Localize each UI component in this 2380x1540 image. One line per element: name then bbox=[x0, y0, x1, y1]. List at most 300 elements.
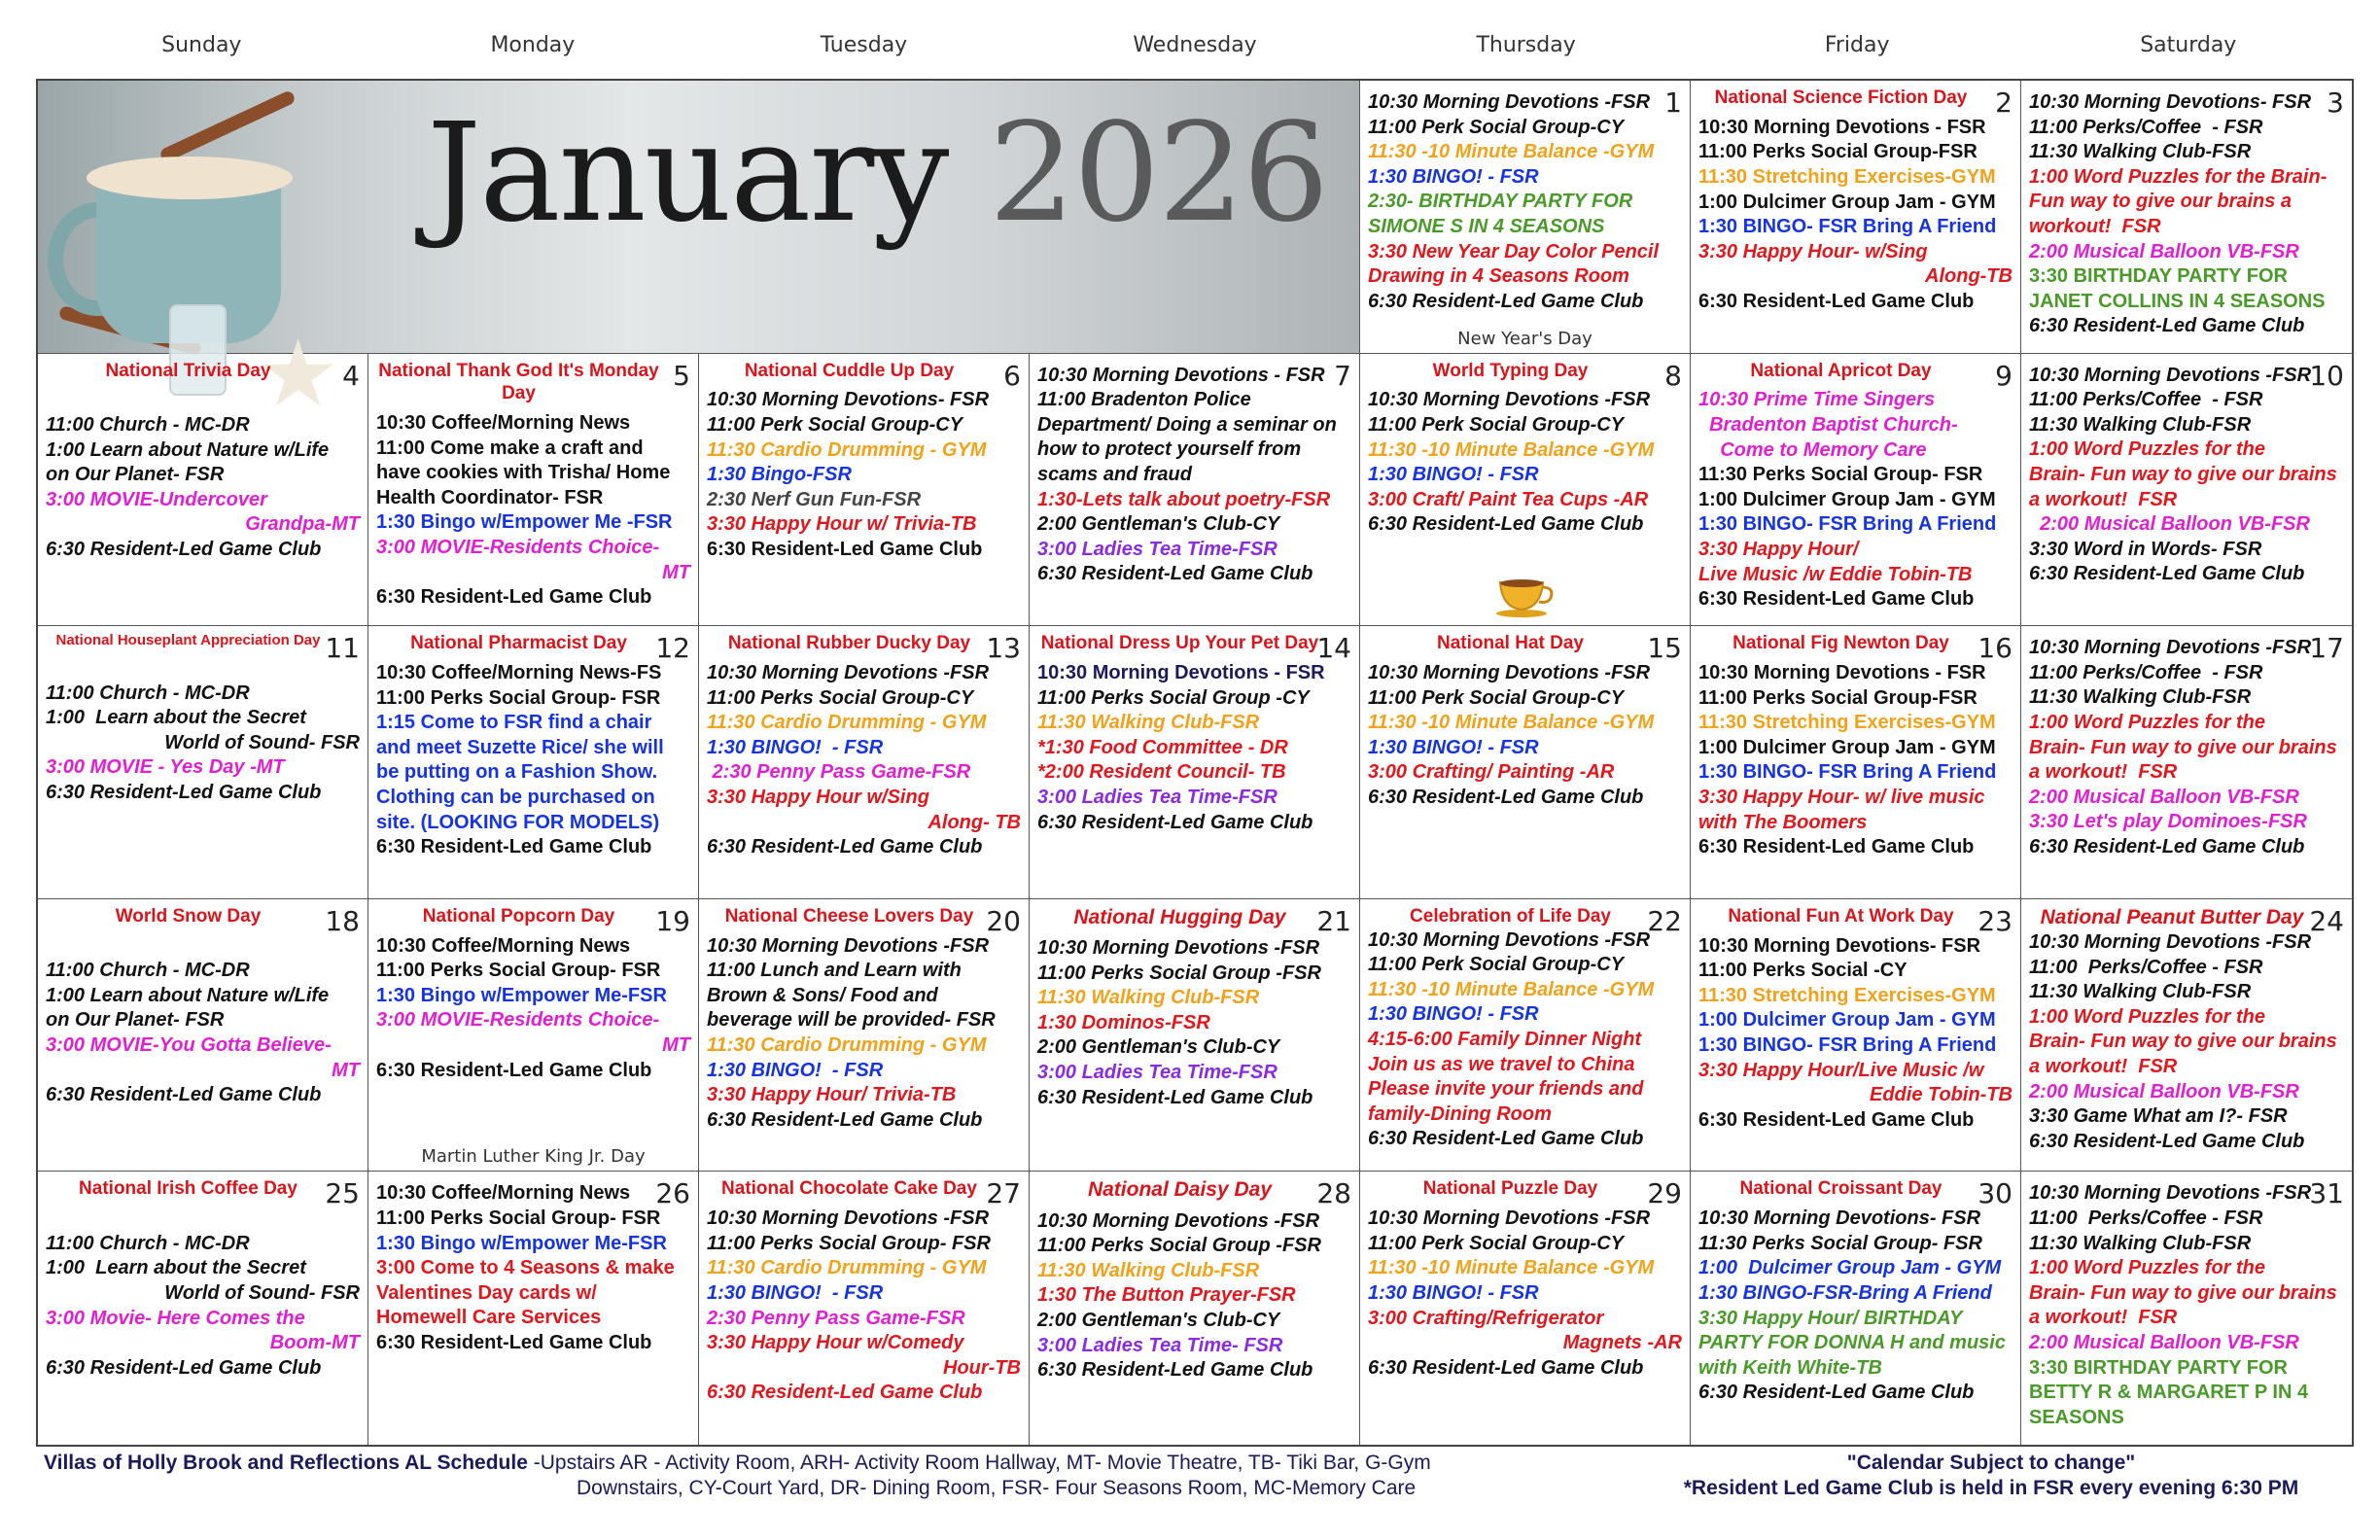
event-line: Eddie Tobin-TB bbox=[1869, 1084, 2012, 1106]
event-line: 11:30 Stretching Exercises-GYM bbox=[1698, 984, 1996, 1006]
event-line: 10:30 Morning Devotions -FSR bbox=[2029, 637, 2312, 659]
event-line: Brain- Fun way to give our brains bbox=[2029, 1031, 2337, 1053]
dow-wednesday: Wednesday bbox=[1133, 33, 1257, 57]
event-list bbox=[1037, 661, 1351, 835]
event-line: 3:00 Movie- Here Comes the bbox=[46, 1307, 305, 1329]
event-line: Join us as we travel to China bbox=[1368, 1053, 1635, 1075]
event-line: 1:00 Dulcimer Group Jam - GYM bbox=[1698, 736, 1996, 758]
event-line: MT bbox=[332, 1059, 360, 1081]
event-line: 1:00 Dulcimer Group Jam - GYM bbox=[1698, 488, 1996, 510]
event-line: 11:00 Perks/Coffee - FSR bbox=[2029, 116, 2263, 138]
day-cell bbox=[2021, 81, 2352, 354]
dow-thursday: Thursday bbox=[1476, 33, 1576, 57]
event-line: with The Boomers bbox=[1698, 811, 1868, 833]
event-line: 2:30 Nerf Gun Fun-FSR bbox=[707, 488, 922, 510]
day-number: 12 bbox=[655, 632, 690, 665]
event-line: and meet Suzette Rice/ she will bbox=[376, 736, 664, 758]
day-cell bbox=[1360, 626, 1691, 899]
event-line: SIMONE S IN 4 SEASONS bbox=[1368, 215, 1605, 237]
special-day-label: National Hat Day bbox=[1437, 633, 1584, 654]
day-number: 26 bbox=[655, 1177, 690, 1210]
event-line: beverage will be provided- FSR bbox=[707, 1009, 996, 1032]
event-list bbox=[707, 1207, 1021, 1406]
event-line: 6:30 Resident-Led Game Club bbox=[46, 538, 322, 560]
event-line: 6:30 Resident-Led Game Club bbox=[1698, 1108, 1975, 1131]
event-line: 1:00 Learn about the Secret bbox=[46, 1257, 306, 1279]
calendar-change-notice: "Calendar Subject to change" bbox=[1846, 1452, 2136, 1474]
day-cell bbox=[1030, 899, 1360, 1172]
event-line: 3:30 Happy Hour/ Trivia-TB bbox=[707, 1084, 957, 1106]
event-list bbox=[376, 1181, 690, 1355]
event-line: 11:00 Bradenton Police bbox=[1037, 389, 1251, 411]
event-line: 10:30 Morning Devotions -FSR bbox=[707, 661, 990, 683]
event-list bbox=[707, 388, 1021, 562]
event-line: 2:30 Penny Pass Game-FSR bbox=[707, 1307, 965, 1329]
event-line: 1:00 Dulcimer Group Jam - GYM bbox=[1698, 1009, 1996, 1032]
event-line: 10:30 Morning Devotions -FSR bbox=[1037, 1209, 1320, 1232]
event-line: 11:00 Perks Social Group- FSR bbox=[707, 1232, 991, 1254]
day-cell bbox=[38, 354, 368, 627]
event-line: Come to Memory Care bbox=[1698, 438, 1927, 461]
event-line: 11:30 -10 Minute Balance -GYM bbox=[1368, 978, 1655, 1000]
event-line: 3:30 Happy Hour w/Comedy bbox=[707, 1332, 964, 1354]
event-line: 11:00 Perks/Coffee - FSR bbox=[2029, 389, 2263, 411]
day-number: 21 bbox=[1316, 904, 1351, 937]
event-line: 1:30 Bingo-FSR bbox=[707, 464, 852, 486]
event-line: 3:30 Game What am I?- FSR bbox=[2029, 1105, 2288, 1128]
holiday-label: New Year's Day bbox=[1457, 328, 1592, 349]
event-line: 10:30 Morning Devotions - FSR bbox=[1037, 364, 1325, 386]
event-line: 1:00 Word Puzzles for the bbox=[2029, 1257, 2266, 1279]
event-line: BETTY R & MARGARET P IN 4 bbox=[2029, 1382, 2309, 1404]
day-cell bbox=[2021, 626, 2352, 899]
event-line: Drawing in 4 Seasons Room bbox=[1368, 265, 1629, 288]
event-line: 11:00 Church - MC-DR bbox=[46, 1232, 250, 1254]
event-line: 11:00 Come make a craft and bbox=[376, 437, 644, 459]
day-cell bbox=[1030, 354, 1360, 627]
day-cell bbox=[2021, 1172, 2352, 1445]
event-line: World of Sound- FSR bbox=[164, 731, 360, 753]
event-line: 6:30 Resident-Led Game Club bbox=[1368, 290, 1644, 312]
event-list bbox=[376, 661, 690, 860]
event-line: on Our Planet- FSR bbox=[46, 464, 225, 486]
event-line: Brown & Sons/ Food and bbox=[707, 984, 938, 1006]
event-list bbox=[46, 934, 360, 1108]
facility-name: Villas of Holly Brook and Reflections AL Schedule bbox=[44, 1452, 528, 1474]
event-line: 3:30 Happy Hour w/ Trivia-TB bbox=[707, 513, 977, 536]
event-line: a workout! FSR bbox=[2029, 761, 2178, 784]
event-line: 6:30 Resident-Led Game Club bbox=[1037, 811, 1313, 833]
event-line: 1:00 Word Puzzles for the bbox=[2029, 711, 2266, 733]
day-cell bbox=[1030, 626, 1360, 899]
event-line: 11:30 Perks Social Group- FSR bbox=[1698, 464, 1983, 486]
event-list bbox=[707, 934, 1021, 1134]
event-line: Brain- Fun way to give our brains bbox=[2029, 1281, 2337, 1304]
event-line: 3:30 Happy Hour/ bbox=[1698, 538, 1859, 560]
event-line: 1:30 BINGO- FSR Bring A Friend bbox=[1698, 513, 1997, 536]
event-line: 1:30 Bingo w/Empower Me-FSR bbox=[376, 1232, 667, 1254]
event-line: MT bbox=[662, 1033, 690, 1056]
event-line: 1:30 BINGO- FSR Bring A Friend bbox=[1698, 216, 1997, 238]
day-number: 19 bbox=[655, 904, 690, 937]
event-line: 10:30 Morning Devotions -FSR bbox=[1037, 937, 1320, 960]
title-year: 2026 bbox=[988, 94, 1328, 253]
event-line: 11:00 Perks/Coffee - FSR bbox=[2029, 661, 2263, 683]
event-line: 3:00 Ladies Tea Time- FSR bbox=[1037, 1334, 1283, 1356]
event-line: 11:00 Perks Social Group- FSR bbox=[376, 960, 661, 982]
event-line: 3:00 MOVIE-You Gotta Believe- bbox=[46, 1033, 332, 1056]
event-list bbox=[1698, 934, 2012, 1134]
event-line: 1:30 BINGO! - FSR bbox=[1368, 165, 1539, 188]
day-cell bbox=[38, 626, 368, 899]
day-cell bbox=[1691, 81, 2021, 354]
day-number: 7 bbox=[1334, 359, 1351, 392]
event-line: 6:30 Resident-Led Game Club bbox=[376, 1059, 652, 1081]
event-line: 10:30 Morning Devotions - FSR bbox=[1698, 116, 1986, 138]
event-line: 10:30 Coffee/Morning News-FS bbox=[376, 661, 662, 683]
event-line: 1:00 Word Puzzles for the bbox=[2029, 1005, 2266, 1028]
event-line: 2:00 Musical Balloon VB-FSR bbox=[2029, 240, 2299, 262]
event-line: 6:30 Resident-Led Game Club bbox=[1037, 1359, 1313, 1382]
event-line: 11:00 Perks Social Group- FSR bbox=[376, 686, 661, 709]
event-line: 11:30 Stretching Exercises-GYM bbox=[1698, 712, 1996, 734]
event-line: 2:00 Musical Balloon VB-FSR bbox=[2029, 786, 2299, 808]
event-line: 11:00 Perk Social Group-CY bbox=[1368, 1232, 1625, 1254]
event-line: scams and fraud bbox=[1037, 463, 1192, 485]
event-line: 11:30 Perks Social Group- FSR bbox=[1698, 1232, 1982, 1254]
event-list bbox=[1368, 661, 1682, 811]
event-line: 11:30 Walking Club-FSR bbox=[2029, 413, 2252, 436]
day-number: 5 bbox=[673, 359, 690, 392]
day-of-week-header bbox=[36, 33, 2354, 68]
event-line: *1:30 Food Committee - DR bbox=[1037, 736, 1288, 758]
calendar-grid bbox=[36, 79, 2354, 1447]
event-line: 6:30 Resident-Led Game Club bbox=[2029, 315, 2305, 337]
event-line: 6:30 Resident-Led Game Club bbox=[1037, 563, 1313, 585]
day-number: 27 bbox=[986, 1177, 1021, 1210]
event-line: 3:00 MOVIE-Undercover bbox=[46, 488, 267, 510]
day-number: 4 bbox=[342, 359, 360, 392]
special-day-label: World Typing Day bbox=[1432, 360, 1589, 381]
event-line: 6:30 Resident-Led Game Club bbox=[1698, 836, 1975, 858]
day-cell bbox=[368, 626, 699, 899]
event-line: 3:00 Crafting/Refrigerator bbox=[1368, 1307, 1604, 1329]
day-number: 11 bbox=[325, 632, 360, 665]
event-line: 6:30 Resident-Led Game Club bbox=[376, 586, 652, 609]
event-line: 10:30 Morning Devotions - FSR bbox=[1698, 661, 1986, 683]
day-cell bbox=[1691, 899, 2021, 1172]
day-cell bbox=[699, 899, 1030, 1172]
event-line: 6:30 Resident-Led Game Club bbox=[2029, 563, 2305, 585]
event-line: on Our Planet- FSR bbox=[46, 1009, 225, 1032]
event-line: 10:30 Morning Devotions -FSR bbox=[1368, 928, 1651, 951]
event-line: 11:00 Perk Social Group-CY bbox=[1368, 413, 1625, 436]
event-line: 3:30 Word in Words- FSR bbox=[2029, 538, 2262, 560]
event-line: World of Sound- FSR bbox=[164, 1281, 360, 1304]
event-line: 3:30 Happy Hour- w/ live music bbox=[1698, 786, 1985, 808]
day-number: 6 bbox=[1003, 359, 1021, 392]
event-line: 1:00 Learn about the Secret bbox=[46, 707, 306, 729]
event-line: Health Coordinator- FSR bbox=[376, 486, 604, 508]
event-line: Please invite your friends and bbox=[1368, 1078, 1644, 1101]
event-line: 2:00 Gentleman's Club-CY bbox=[1037, 1036, 1280, 1059]
event-line: a workout! FSR bbox=[2029, 1307, 2178, 1329]
event-list bbox=[1368, 928, 1682, 1152]
day-number: 22 bbox=[1647, 904, 1682, 937]
event-line: 6:30 Resident-Led Game Club bbox=[2029, 1130, 2305, 1152]
event-line: *2:00 Resident Council- TB bbox=[1037, 761, 1286, 784]
event-line: 11:30 Walking Club-FSR bbox=[2029, 981, 2252, 1003]
event-line: 3:00 Ladies Tea Time-FSR bbox=[1037, 538, 1278, 560]
day-cell bbox=[699, 354, 1030, 627]
special-day-label: National Dress Up Your Pet Day bbox=[1040, 633, 1319, 654]
event-line: 6:30 Resident-Led Game Club bbox=[46, 1084, 322, 1106]
footer-legend bbox=[44, 1451, 1431, 1501]
event-line: family-Dining Room bbox=[1368, 1102, 1552, 1125]
event-line: Fun way to give our brains a bbox=[2029, 191, 2292, 213]
event-list bbox=[376, 934, 690, 1084]
special-day-label: National Thank God It's Monday Day bbox=[378, 360, 659, 404]
day-cell bbox=[38, 899, 368, 1172]
day-cell bbox=[1360, 81, 1691, 354]
dow-monday: Monday bbox=[490, 33, 576, 57]
event-line: 11:00 Church - MC-DR bbox=[46, 682, 250, 704]
dow-friday: Friday bbox=[1824, 33, 1890, 57]
event-line: 2:00 Gentleman's Club-CY bbox=[1037, 513, 1280, 536]
special-day-label: National Hugging Day bbox=[1073, 905, 1286, 928]
event-line: 1:30 Bingo w/Empower Me-FSR bbox=[376, 984, 667, 1006]
event-line: 6:30 Resident-Led Game Club bbox=[707, 836, 983, 858]
event-list bbox=[1698, 1207, 2012, 1406]
event-line: 10:30 Morning Devotions -FSR bbox=[2029, 1182, 2312, 1205]
event-line: 6:30 Resident-Led Game Club bbox=[1368, 1128, 1644, 1150]
event-line: 6:30 Resident-Led Game Club bbox=[46, 781, 322, 803]
event-line: 6:30 Resident-Led Game Club bbox=[1368, 513, 1644, 536]
event-list bbox=[1037, 364, 1351, 587]
event-line: 1:30 Dominos-FSR bbox=[1037, 1011, 1210, 1033]
event-line: 3:30 Happy Hour w/Sing bbox=[707, 786, 929, 808]
event-line: 3:30 Let's play Dominoes-FSR bbox=[2029, 811, 2307, 833]
event-line: Magnets -AR bbox=[1562, 1332, 1682, 1354]
footer-notes bbox=[1641, 1451, 2341, 1501]
day-cell bbox=[1691, 354, 2021, 627]
event-line: 6:30 Resident-Led Game Club bbox=[46, 1356, 322, 1379]
day-cell bbox=[38, 1172, 368, 1445]
event-line: 2:00 Musical Balloon VB-FSR bbox=[2029, 513, 2310, 536]
day-cell bbox=[1360, 1172, 1691, 1445]
event-line: 11:00 Church - MC-DR bbox=[46, 413, 250, 436]
event-line: 1:15 Come to FSR find a chair bbox=[376, 712, 652, 734]
special-day-label: National Apricot Day bbox=[1750, 360, 1932, 381]
event-line: 10:30 Morning Devotions -FSR bbox=[1368, 389, 1651, 411]
event-line: 3:00 Ladies Tea Time-FSR bbox=[1037, 786, 1278, 808]
day-number: 17 bbox=[2309, 632, 2344, 665]
event-line: 10:30 Morning Devotions -FSR bbox=[707, 934, 990, 957]
day-number: 24 bbox=[2309, 904, 2344, 937]
event-line: 6:30 Resident-Led Game Club bbox=[707, 538, 983, 560]
special-day-label: National Houseplant Appreciation Day bbox=[55, 632, 321, 649]
event-line: 6:30 Resident-Led Game Club bbox=[707, 1108, 983, 1131]
event-line: 1:30 BINGO- FSR Bring A Friend bbox=[1698, 761, 1997, 784]
event-line: 11:00 Perks Social Group- FSR bbox=[376, 1207, 661, 1229]
holiday-label: Martin Luther King Jr. Day bbox=[421, 1146, 646, 1168]
event-line: 1:00 Learn about Nature w/Life bbox=[46, 984, 330, 1006]
legend-upstairs: -Upstairs AR - Activity Room, ARH- Activity Room Hallway, MT- Movie Theatre, TB- Tiki Bar, G-Gym bbox=[527, 1452, 1431, 1474]
event-line: 10:30 Morning Devotions -FSR bbox=[1368, 91, 1651, 113]
star-cookie-image: ★ bbox=[257, 323, 340, 426]
event-list bbox=[1037, 1209, 1351, 1383]
event-line: 10:30 Coffee/Morning News bbox=[376, 412, 631, 435]
event-line: 3:00 MOVIE - Yes Day -MT bbox=[46, 756, 285, 779]
event-list bbox=[2029, 364, 2344, 587]
day-cell bbox=[368, 354, 699, 627]
cinnamon-stick-image bbox=[158, 89, 297, 163]
event-line: 11:00 Lunch and Learn with bbox=[707, 960, 962, 982]
special-day-label: National Science Fiction Day bbox=[1714, 88, 1968, 108]
event-line: Boom-MT bbox=[269, 1332, 360, 1354]
event-line: 3:00 Crafting/ Painting -AR bbox=[1368, 761, 1615, 784]
day-cell bbox=[1030, 1172, 1360, 1445]
event-line: 3:30 BIRTHDAY PARTY FOR bbox=[2029, 265, 2288, 288]
event-list bbox=[1698, 388, 2012, 612]
event-line: SEASONS bbox=[2029, 1406, 2124, 1428]
event-line: 11:30 Walking Club-FSR bbox=[1037, 712, 1260, 734]
event-line: 11:00 Perks/Coffee - FSR bbox=[2029, 956, 2263, 978]
event-line: 3:30 Happy Hour/ BIRTHDAY bbox=[1698, 1307, 1963, 1329]
event-line: 6:30 Resident-Led Game Club bbox=[2029, 835, 2305, 858]
event-line: 10:30 Morning Devotions -FSR bbox=[1368, 661, 1651, 683]
special-day-label: National Chocolate Cake Day bbox=[721, 1178, 977, 1200]
event-line: 11:30 -10 Minute Balance -GYM bbox=[1368, 141, 1655, 163]
event-line: 6:30 Resident-Led Game Club bbox=[376, 836, 652, 858]
event-line: Brain- Fun way to give our brains bbox=[2029, 736, 2337, 758]
event-line: 6:30 Resident-Led Game Club bbox=[1037, 1086, 1313, 1108]
event-line: a workout! FSR bbox=[2029, 1056, 2178, 1078]
event-list bbox=[2029, 90, 2344, 339]
day-cell bbox=[2021, 354, 2352, 627]
day-cell bbox=[1691, 626, 2021, 899]
event-line: workout! FSR bbox=[2029, 215, 2161, 237]
event-line: 11:00 Perks Social Group-FSR bbox=[1698, 686, 1978, 709]
event-line: site. (LOOKING FOR MODELS) bbox=[376, 811, 660, 833]
day-number: 29 bbox=[1647, 1177, 1682, 1210]
event-list bbox=[707, 661, 1021, 860]
event-line: 10:30 Morning Devotions - FSR bbox=[1037, 661, 1325, 683]
special-day-label: National Croissant Day bbox=[1739, 1178, 1942, 1200]
day-number: 9 bbox=[1995, 359, 2012, 392]
special-day-label: National Fig Newton Day bbox=[1732, 633, 1949, 654]
event-list bbox=[1368, 388, 1682, 538]
day-number: 31 bbox=[2309, 1177, 2344, 1210]
event-line: 2:00 Musical Balloon VB-FSR bbox=[2029, 1080, 2299, 1102]
special-day-label: National Pharmacist Day bbox=[410, 633, 627, 654]
event-line: 11:30 Cardio Drumming - GYM bbox=[707, 1033, 987, 1056]
event-line: 11:00 Church - MC-DR bbox=[46, 960, 250, 982]
event-list bbox=[1698, 661, 2012, 860]
event-line: 11:00 Perks Social Group -CY bbox=[1037, 686, 1310, 709]
event-line: 11:30 Stretching Exercises-GYM bbox=[1698, 165, 1996, 188]
event-line: 2:30 Penny Pass Game-FSR bbox=[707, 761, 971, 784]
event-line: Bradenton Baptist Church- bbox=[1698, 413, 1958, 436]
event-line: 10:30 Morning Devotions- FSR bbox=[2029, 91, 2312, 113]
event-list bbox=[2029, 930, 2344, 1154]
event-line: 1:30 BINGO-FSR-Bring A Friend bbox=[1698, 1281, 1992, 1304]
event-line: Hour-TB bbox=[943, 1356, 1021, 1379]
special-day-label: National Puzzle Day bbox=[1422, 1178, 1598, 1200]
event-line: 6:30 Resident-Led Game Club bbox=[1698, 290, 1975, 312]
day-number: 16 bbox=[1978, 632, 2012, 665]
event-line: 6:30 Resident-Led Game Club bbox=[707, 1382, 983, 1404]
event-line bbox=[46, 934, 360, 960]
event-line: 6:30 Resident-Led Game Club bbox=[1698, 1382, 1975, 1404]
special-day-label: National Peanut Butter Day bbox=[2040, 905, 2304, 928]
special-day-label: National Irish Coffee Day bbox=[79, 1178, 298, 1200]
special-day-label: Celebration of Life Day bbox=[1410, 905, 1611, 927]
event-line: Brain- Fun way to give our brains bbox=[2029, 463, 2337, 485]
event-list bbox=[1368, 90, 1682, 314]
dow-sunday: Sunday bbox=[161, 33, 242, 57]
event-line: 10:30 Morning Devotions -FSR bbox=[1368, 1208, 1651, 1230]
day-number: 20 bbox=[986, 904, 1021, 937]
event-line: 1:30 BINGO! - FSR bbox=[1368, 736, 1539, 758]
event-line: 2:30- BIRTHDAY PARTY FOR bbox=[1368, 191, 1633, 213]
event-line: 1:00 Dulcimer Group Jam - GYM bbox=[1698, 191, 1996, 213]
day-number: 30 bbox=[1978, 1177, 2012, 1210]
event-line: 1:30 BINGO- FSR Bring A Friend bbox=[1698, 1033, 1997, 1056]
event-line: Homewell Care Services bbox=[376, 1307, 602, 1329]
event-line: 10:30 Coffee/Morning News bbox=[376, 934, 631, 957]
day-cell bbox=[699, 626, 1030, 899]
event-list bbox=[46, 656, 360, 806]
event-line: 3:00 MOVIE-Residents Choice- bbox=[376, 537, 660, 559]
event-line: 1:00 Learn about Nature w/Life bbox=[46, 438, 330, 461]
event-line: 11:00 Perks Social Group -FSR bbox=[1037, 962, 1321, 984]
special-day-label: National Cuddle Up Day bbox=[744, 360, 955, 381]
special-day-label: National Fun At Work Day bbox=[1728, 905, 1954, 927]
day-cell bbox=[1360, 899, 1691, 1172]
day-number: 10 bbox=[2309, 359, 2344, 392]
day-number: 15 bbox=[1647, 632, 1682, 665]
event-line: Department/ Doing a seminar on bbox=[1037, 413, 1337, 436]
event-line: 11:30 -10 Minute Balance -GYM bbox=[1368, 1257, 1655, 1279]
event-line: 11:30 Walking Club-FSR bbox=[2029, 686, 2252, 709]
event-line bbox=[46, 388, 360, 413]
event-line: 11:30 Cardio Drumming - GYM bbox=[707, 438, 987, 461]
event-line: 1:30 BINGO! - FSR bbox=[707, 1059, 884, 1081]
special-day-label: National Daisy Day bbox=[1087, 1178, 1273, 1202]
day-number: 18 bbox=[325, 904, 360, 937]
title-month: January bbox=[427, 94, 948, 253]
event-line: 11:30 Walking Club-FSR bbox=[1037, 987, 1260, 1009]
event-list bbox=[376, 411, 690, 611]
event-line: 11:30 Cardio Drumming - GYM bbox=[707, 1257, 987, 1279]
event-line: 1:30 BINGO! - FSR bbox=[707, 736, 884, 758]
event-line: 3:00 Craft/ Paint Tea Cups -AR bbox=[1368, 488, 1649, 510]
event-line: 11:00 Perks Social Group-FSR bbox=[1698, 141, 1978, 163]
event-line: Along-TB bbox=[1925, 265, 2012, 288]
event-list bbox=[1368, 1207, 1682, 1381]
event-line: 11:00 Perks/Coffee - FSR bbox=[2029, 1207, 2263, 1229]
event-line: 11:30 Walking Club-FSR bbox=[2029, 141, 2252, 163]
event-line: 11:00 Perks Social -CY bbox=[1698, 960, 1908, 982]
event-line: Valentines Day cards w/ bbox=[376, 1281, 597, 1304]
dow-tuesday: Tuesday bbox=[820, 33, 908, 57]
event-line: 11:30 Walking Club-FSR bbox=[2029, 1232, 2252, 1254]
event-line: 1:00 Word Puzzles for the bbox=[2029, 438, 2266, 461]
teacup-icon bbox=[1494, 575, 1557, 617]
event-line: with Keith White-TB bbox=[1698, 1356, 1882, 1379]
event-line: 6:30 Resident-Led Game Club bbox=[1368, 786, 1644, 808]
